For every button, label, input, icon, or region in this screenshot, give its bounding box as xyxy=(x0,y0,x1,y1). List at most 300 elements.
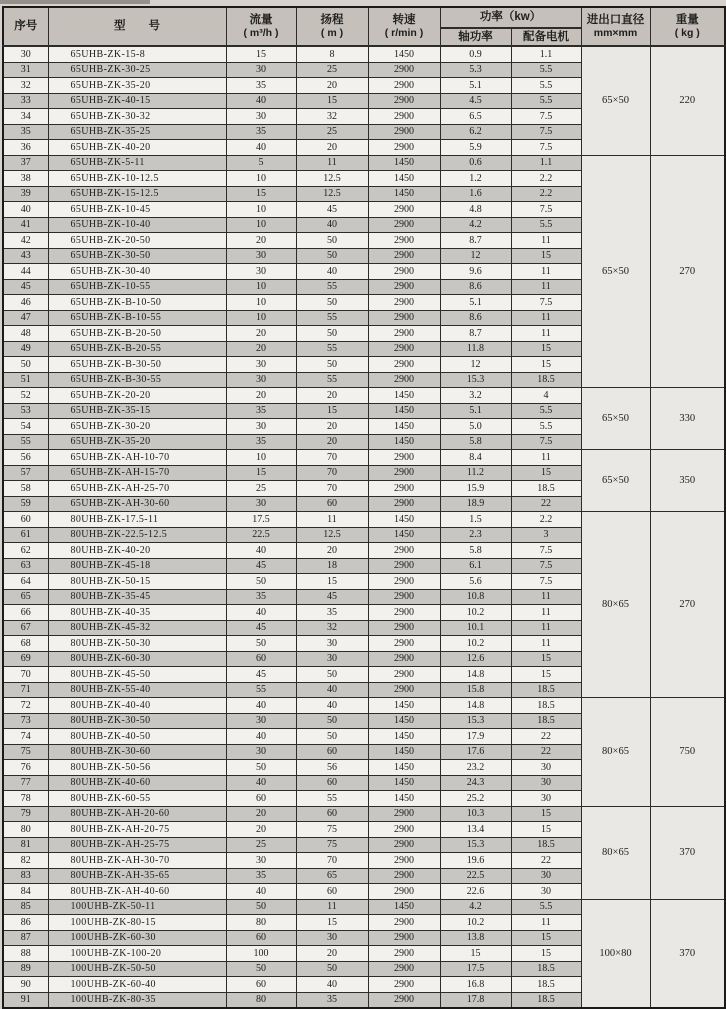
cell-shaft-power: 3.2 xyxy=(440,388,511,404)
cell-head: 45 xyxy=(296,589,368,605)
cell-motor-power: 30 xyxy=(511,884,581,900)
cell-shaft-power: 22.6 xyxy=(440,884,511,900)
cell-serial: 33 xyxy=(3,93,48,109)
cell-motor-power: 2.2 xyxy=(511,171,581,187)
cell-speed: 1450 xyxy=(368,775,440,791)
cell-head: 45 xyxy=(296,202,368,218)
cell-serial: 57 xyxy=(3,465,48,481)
cell-head: 70 xyxy=(296,853,368,869)
cell-head: 20 xyxy=(296,78,368,94)
cell-shaft-power: 10.1 xyxy=(440,620,511,636)
cell-motor-power: 18.5 xyxy=(511,682,581,698)
cell-flow: 35 xyxy=(226,403,296,419)
cell-speed: 2900 xyxy=(368,930,440,946)
cell-head: 32 xyxy=(296,620,368,636)
cell-serial: 51 xyxy=(3,372,48,388)
cell-flow: 40 xyxy=(226,698,296,714)
cell-flow: 30 xyxy=(226,357,296,373)
cell-head: 75 xyxy=(296,837,368,853)
cell-head: 50 xyxy=(296,295,368,311)
cell-shaft-power: 24.3 xyxy=(440,775,511,791)
cell-shaft-power: 8.6 xyxy=(440,310,511,326)
cell-motor-power: 22 xyxy=(511,496,581,512)
cell-weight-group: 270 xyxy=(650,155,725,388)
cell-motor-power: 11 xyxy=(511,915,581,931)
cell-model: 65UHB-ZK-B-30-55 xyxy=(48,372,226,388)
cell-serial: 52 xyxy=(3,388,48,404)
cell-shaft-power: 5.1 xyxy=(440,295,511,311)
cell-head: 70 xyxy=(296,465,368,481)
cell-model: 65UHB-ZK-5-11 xyxy=(48,155,226,171)
cell-flow: 60 xyxy=(226,977,296,993)
cell-model: 80UHB-ZK-17.5-11 xyxy=(48,512,226,528)
cell-flow: 35 xyxy=(226,78,296,94)
cell-speed: 2900 xyxy=(368,543,440,559)
cell-serial: 62 xyxy=(3,543,48,559)
cell-serial: 36 xyxy=(3,140,48,156)
cell-speed: 2900 xyxy=(368,853,440,869)
header-weight-line2: ( kg ) xyxy=(674,27,700,40)
cell-serial: 65 xyxy=(3,589,48,605)
cell-motor-power: 5.5 xyxy=(511,93,581,109)
cell-head: 50 xyxy=(296,326,368,342)
cell-motor-power: 5.5 xyxy=(511,403,581,419)
cell-shaft-power: 10.2 xyxy=(440,636,511,652)
cell-motor-power: 22 xyxy=(511,744,581,760)
cell-serial: 71 xyxy=(3,682,48,698)
cell-head: 20 xyxy=(296,543,368,559)
cell-speed: 1450 xyxy=(368,527,440,543)
cell-weight-group: 330 xyxy=(650,388,725,450)
cell-shaft-power: 5.8 xyxy=(440,543,511,559)
cell-flow: 17.5 xyxy=(226,512,296,528)
cell-speed: 1450 xyxy=(368,512,440,528)
cell-serial: 78 xyxy=(3,791,48,807)
cell-motor-power: 22 xyxy=(511,853,581,869)
cell-head: 60 xyxy=(296,744,368,760)
cell-head: 15 xyxy=(296,93,368,109)
cell-serial: 83 xyxy=(3,868,48,884)
cell-speed: 2900 xyxy=(368,822,440,838)
cell-motor-power: 7.5 xyxy=(511,574,581,590)
cell-speed: 2900 xyxy=(368,977,440,993)
cell-shaft-power: 22.5 xyxy=(440,868,511,884)
cell-serial: 42 xyxy=(3,233,48,249)
cell-flow: 35 xyxy=(226,124,296,140)
cell-motor-power: 30 xyxy=(511,775,581,791)
cell-model: 65UHB-ZK-B-10-55 xyxy=(48,310,226,326)
header-diameter-line1: 进出口直径 xyxy=(586,13,645,26)
cell-flow: 40 xyxy=(226,884,296,900)
cell-flow: 20 xyxy=(226,822,296,838)
cell-model: 65UHB-ZK-AH-15-70 xyxy=(48,465,226,481)
cell-motor-power: 30 xyxy=(511,760,581,776)
cell-speed: 1450 xyxy=(368,760,440,776)
cell-weight-group: 370 xyxy=(650,899,725,1008)
cell-model: 65UHB-ZK-30-40 xyxy=(48,264,226,280)
cell-flow: 30 xyxy=(226,496,296,512)
cell-shaft-power: 6.1 xyxy=(440,558,511,574)
cell-serial: 80 xyxy=(3,822,48,838)
cell-head: 50 xyxy=(296,667,368,683)
header-head xyxy=(296,7,368,46)
cell-serial: 75 xyxy=(3,744,48,760)
cell-motor-power: 30 xyxy=(511,791,581,807)
cell-motor-power: 11 xyxy=(511,233,581,249)
cell-model: 80UHB-ZK-40-40 xyxy=(48,698,226,714)
cell-head: 12.5 xyxy=(296,186,368,202)
cell-shaft-power: 18.9 xyxy=(440,496,511,512)
cell-shaft-power: 6.5 xyxy=(440,109,511,125)
cell-model: 100UHB-ZK-60-30 xyxy=(48,930,226,946)
cell-motor-power: 15 xyxy=(511,946,581,962)
cell-shaft-power: 17.6 xyxy=(440,744,511,760)
cell-shaft-power: 9.6 xyxy=(440,264,511,280)
cell-motor-power: 7.5 xyxy=(511,140,581,156)
cell-shaft-power: 5.1 xyxy=(440,403,511,419)
cell-shaft-power: 17.5 xyxy=(440,961,511,977)
cell-head: 35 xyxy=(296,605,368,621)
cell-shaft-power: 5.8 xyxy=(440,434,511,450)
cell-shaft-power: 4.2 xyxy=(440,899,511,915)
cell-speed: 2900 xyxy=(368,341,440,357)
cell-serial: 63 xyxy=(3,558,48,574)
cell-shaft-power: 5.1 xyxy=(440,78,511,94)
cell-serial: 64 xyxy=(3,574,48,590)
header-flow xyxy=(226,7,296,46)
cell-model: 65UHB-ZK-40-20 xyxy=(48,140,226,156)
table-body xyxy=(3,46,725,1008)
table-row xyxy=(3,512,725,528)
cell-motor-power: 2.2 xyxy=(511,186,581,202)
cell-motor-power: 11 xyxy=(511,589,581,605)
cell-head: 20 xyxy=(296,388,368,404)
cell-speed: 2900 xyxy=(368,806,440,822)
cell-flow: 30 xyxy=(226,713,296,729)
cell-model: 65UHB-ZK-30-20 xyxy=(48,419,226,435)
cell-motor-power: 15 xyxy=(511,341,581,357)
cell-shaft-power: 10.3 xyxy=(440,806,511,822)
cell-serial: 59 xyxy=(3,496,48,512)
cell-model: 80UHB-ZK-55-40 xyxy=(48,682,226,698)
cell-speed: 2900 xyxy=(368,915,440,931)
cell-head: 11 xyxy=(296,512,368,528)
cell-serial: 32 xyxy=(3,78,48,94)
cell-weight-group: 220 xyxy=(650,46,725,155)
cell-shaft-power: 13.8 xyxy=(440,930,511,946)
cell-serial: 90 xyxy=(3,977,48,993)
cell-speed: 1450 xyxy=(368,388,440,404)
cell-flow: 40 xyxy=(226,140,296,156)
cell-flow: 15 xyxy=(226,46,296,62)
cell-speed: 2900 xyxy=(368,326,440,342)
cell-shaft-power: 15.3 xyxy=(440,713,511,729)
cell-head: 56 xyxy=(296,760,368,776)
cell-motor-power: 7.5 xyxy=(511,558,581,574)
cell-flow: 60 xyxy=(226,651,296,667)
cell-motor-power: 18.5 xyxy=(511,837,581,853)
cell-shaft-power: 12 xyxy=(440,248,511,264)
cell-motor-power: 5.5 xyxy=(511,217,581,233)
cell-flow: 50 xyxy=(226,760,296,776)
cell-head: 30 xyxy=(296,930,368,946)
scan-edge-artifact xyxy=(0,0,150,4)
cell-serial: 44 xyxy=(3,264,48,280)
cell-head: 8 xyxy=(296,46,368,62)
cell-diameter-group: 80×65 xyxy=(581,512,650,698)
cell-model: 65UHB-ZK-AH-10-70 xyxy=(48,450,226,466)
cell-head: 20 xyxy=(296,434,368,450)
cell-model: 65UHB-ZK-10-45 xyxy=(48,202,226,218)
header-diameter xyxy=(581,7,650,46)
cell-motor-power: 15 xyxy=(511,357,581,373)
cell-serial: 30 xyxy=(3,46,48,62)
cell-shaft-power: 11.8 xyxy=(440,341,511,357)
cell-flow: 10 xyxy=(226,295,296,311)
cell-head: 15 xyxy=(296,574,368,590)
cell-flow: 50 xyxy=(226,961,296,977)
cell-shaft-power: 1.2 xyxy=(440,171,511,187)
cell-speed: 1450 xyxy=(368,434,440,450)
cell-shaft-power: 16.8 xyxy=(440,977,511,993)
cell-head: 25 xyxy=(296,62,368,78)
cell-head: 25 xyxy=(296,124,368,140)
cell-diameter-group: 80×65 xyxy=(581,698,650,807)
cell-serial: 58 xyxy=(3,481,48,497)
cell-motor-power: 7.5 xyxy=(511,202,581,218)
cell-head: 40 xyxy=(296,977,368,993)
cell-motor-power: 15 xyxy=(511,651,581,667)
cell-model: 80UHB-ZK-AH-25-75 xyxy=(48,837,226,853)
cell-serial: 46 xyxy=(3,295,48,311)
cell-serial: 45 xyxy=(3,279,48,295)
cell-weight-group: 750 xyxy=(650,698,725,807)
cell-head: 40 xyxy=(296,264,368,280)
cell-shaft-power: 6.2 xyxy=(440,124,511,140)
cell-serial: 49 xyxy=(3,341,48,357)
cell-shaft-power: 1.5 xyxy=(440,512,511,528)
cell-diameter-group: 100×80 xyxy=(581,899,650,1008)
cell-motor-power: 15 xyxy=(511,930,581,946)
cell-flow: 30 xyxy=(226,264,296,280)
cell-motor-power: 18.5 xyxy=(511,698,581,714)
cell-shaft-power: 2.3 xyxy=(440,527,511,543)
cell-shaft-power: 8.7 xyxy=(440,326,511,342)
cell-serial: 89 xyxy=(3,961,48,977)
cell-speed: 1450 xyxy=(368,403,440,419)
cell-serial: 84 xyxy=(3,884,48,900)
cell-speed: 1450 xyxy=(368,419,440,435)
cell-flow: 35 xyxy=(226,589,296,605)
cell-shaft-power: 17.9 xyxy=(440,729,511,745)
cell-shaft-power: 14.8 xyxy=(440,667,511,683)
table-row xyxy=(3,388,725,404)
cell-speed: 2900 xyxy=(368,837,440,853)
cell-motor-power: 11 xyxy=(511,279,581,295)
cell-motor-power: 18.5 xyxy=(511,713,581,729)
cell-flow: 20 xyxy=(226,233,296,249)
cell-serial: 43 xyxy=(3,248,48,264)
cell-head: 70 xyxy=(296,481,368,497)
cell-head: 15 xyxy=(296,403,368,419)
cell-speed: 2900 xyxy=(368,481,440,497)
scanned-table-page xyxy=(2,6,724,1006)
cell-head: 18 xyxy=(296,558,368,574)
cell-flow: 30 xyxy=(226,419,296,435)
cell-model: 65UHB-ZK-AH-25-70 xyxy=(48,481,226,497)
cell-speed: 1450 xyxy=(368,171,440,187)
cell-model: 65UHB-ZK-B-20-55 xyxy=(48,341,226,357)
cell-shaft-power: 5.6 xyxy=(440,574,511,590)
cell-motor-power: 5.5 xyxy=(511,78,581,94)
cell-flow: 20 xyxy=(226,388,296,404)
cell-motor-power: 7.5 xyxy=(511,295,581,311)
header-weight xyxy=(650,7,725,46)
cell-motor-power: 7.5 xyxy=(511,543,581,559)
cell-model: 100UHB-ZK-80-35 xyxy=(48,992,226,1008)
cell-motor-power: 18.5 xyxy=(511,372,581,388)
cell-shaft-power: 4.2 xyxy=(440,217,511,233)
cell-serial: 67 xyxy=(3,620,48,636)
cell-head: 55 xyxy=(296,279,368,295)
cell-diameter-group: 65×50 xyxy=(581,155,650,388)
cell-flow: 20 xyxy=(226,326,296,342)
cell-speed: 2900 xyxy=(368,992,440,1008)
cell-serial: 35 xyxy=(3,124,48,140)
cell-flow: 60 xyxy=(226,791,296,807)
cell-model: 65UHB-ZK-15-8 xyxy=(48,46,226,62)
cell-speed: 2900 xyxy=(368,961,440,977)
cell-model: 65UHB-ZK-15-12.5 xyxy=(48,186,226,202)
cell-flow: 40 xyxy=(226,775,296,791)
cell-model: 80UHB-ZK-AH-30-70 xyxy=(48,853,226,869)
cell-motor-power: 15 xyxy=(511,806,581,822)
header-model: 型 号 xyxy=(48,7,226,46)
cell-flow: 30 xyxy=(226,62,296,78)
cell-serial: 85 xyxy=(3,899,48,915)
cell-flow: 60 xyxy=(226,930,296,946)
cell-flow: 10 xyxy=(226,450,296,466)
cell-serial: 38 xyxy=(3,171,48,187)
cell-head: 50 xyxy=(296,248,368,264)
cell-flow: 15 xyxy=(226,186,296,202)
cell-flow: 30 xyxy=(226,744,296,760)
cell-head: 70 xyxy=(296,450,368,466)
cell-motor-power: 15 xyxy=(511,465,581,481)
cell-model: 80UHB-ZK-40-50 xyxy=(48,729,226,745)
cell-serial: 70 xyxy=(3,667,48,683)
cell-serial: 69 xyxy=(3,651,48,667)
cell-speed: 2900 xyxy=(368,946,440,962)
table-row xyxy=(3,155,725,171)
cell-motor-power: 18.5 xyxy=(511,481,581,497)
cell-serial: 73 xyxy=(3,713,48,729)
cell-motor-power: 11 xyxy=(511,264,581,280)
cell-flow: 45 xyxy=(226,558,296,574)
cell-head: 12.5 xyxy=(296,171,368,187)
cell-speed: 2900 xyxy=(368,279,440,295)
cell-model: 80UHB-ZK-50-15 xyxy=(48,574,226,590)
cell-shaft-power: 8.6 xyxy=(440,279,511,295)
cell-model: 80UHB-ZK-AH-20-60 xyxy=(48,806,226,822)
cell-head: 15 xyxy=(296,915,368,931)
cell-serial: 74 xyxy=(3,729,48,745)
cell-motor-power: 15 xyxy=(511,248,581,264)
cell-speed: 1450 xyxy=(368,744,440,760)
cell-shaft-power: 23.2 xyxy=(440,760,511,776)
cell-shaft-power: 4.8 xyxy=(440,202,511,218)
cell-shaft-power: 15.8 xyxy=(440,682,511,698)
table-header xyxy=(3,7,725,46)
cell-model: 65UHB-ZK-40-15 xyxy=(48,93,226,109)
cell-flow: 80 xyxy=(226,992,296,1008)
cell-shaft-power: 0.6 xyxy=(440,155,511,171)
cell-model: 100UHB-ZK-60-40 xyxy=(48,977,226,993)
cell-motor-power: 18.5 xyxy=(511,977,581,993)
cell-model: 65UHB-ZK-10-55 xyxy=(48,279,226,295)
cell-shaft-power: 15.3 xyxy=(440,372,511,388)
cell-model: 65UHB-ZK-B-30-50 xyxy=(48,357,226,373)
cell-serial: 53 xyxy=(3,403,48,419)
cell-speed: 2900 xyxy=(368,636,440,652)
cell-flow: 40 xyxy=(226,93,296,109)
cell-diameter-group: 80×65 xyxy=(581,806,650,899)
cell-flow: 10 xyxy=(226,171,296,187)
cell-motor-power: 2.2 xyxy=(511,512,581,528)
cell-model: 100UHB-ZK-80-15 xyxy=(48,915,226,931)
cell-flow: 30 xyxy=(226,853,296,869)
cell-model: 65UHB-ZK-B-20-50 xyxy=(48,326,226,342)
cell-head: 11 xyxy=(296,899,368,915)
cell-shaft-power: 10.2 xyxy=(440,915,511,931)
cell-model: 65UHB-ZK-35-20 xyxy=(48,434,226,450)
cell-flow: 5 xyxy=(226,155,296,171)
cell-model: 80UHB-ZK-50-56 xyxy=(48,760,226,776)
cell-shaft-power: 19.6 xyxy=(440,853,511,869)
cell-flow: 50 xyxy=(226,574,296,590)
cell-flow: 10 xyxy=(226,202,296,218)
cell-head: 75 xyxy=(296,822,368,838)
cell-motor-power: 11 xyxy=(511,620,581,636)
cell-flow: 45 xyxy=(226,620,296,636)
cell-shaft-power: 14.8 xyxy=(440,698,511,714)
cell-speed: 2900 xyxy=(368,78,440,94)
cell-serial: 48 xyxy=(3,326,48,342)
cell-shaft-power: 8.4 xyxy=(440,450,511,466)
cell-motor-power: 11 xyxy=(511,450,581,466)
cell-head: 30 xyxy=(296,636,368,652)
cell-model: 80UHB-ZK-30-50 xyxy=(48,713,226,729)
cell-flow: 35 xyxy=(226,868,296,884)
cell-flow: 40 xyxy=(226,543,296,559)
cell-head: 55 xyxy=(296,791,368,807)
cell-speed: 2900 xyxy=(368,264,440,280)
cell-model: 65UHB-ZK-AH-30-60 xyxy=(48,496,226,512)
header-speed-line2: ( r/min ) xyxy=(384,27,424,40)
cell-speed: 2900 xyxy=(368,295,440,311)
cell-serial: 47 xyxy=(3,310,48,326)
cell-weight-group: 350 xyxy=(650,450,725,512)
cell-speed: 2900 xyxy=(368,605,440,621)
cell-serial: 76 xyxy=(3,760,48,776)
cell-head: 11 xyxy=(296,155,368,171)
cell-flow: 22.5 xyxy=(226,527,296,543)
cell-shaft-power: 17.8 xyxy=(440,992,511,1008)
cell-serial: 60 xyxy=(3,512,48,528)
cell-shaft-power: 15 xyxy=(440,946,511,962)
cell-model: 65UHB-ZK-35-20 xyxy=(48,78,226,94)
cell-flow: 100 xyxy=(226,946,296,962)
